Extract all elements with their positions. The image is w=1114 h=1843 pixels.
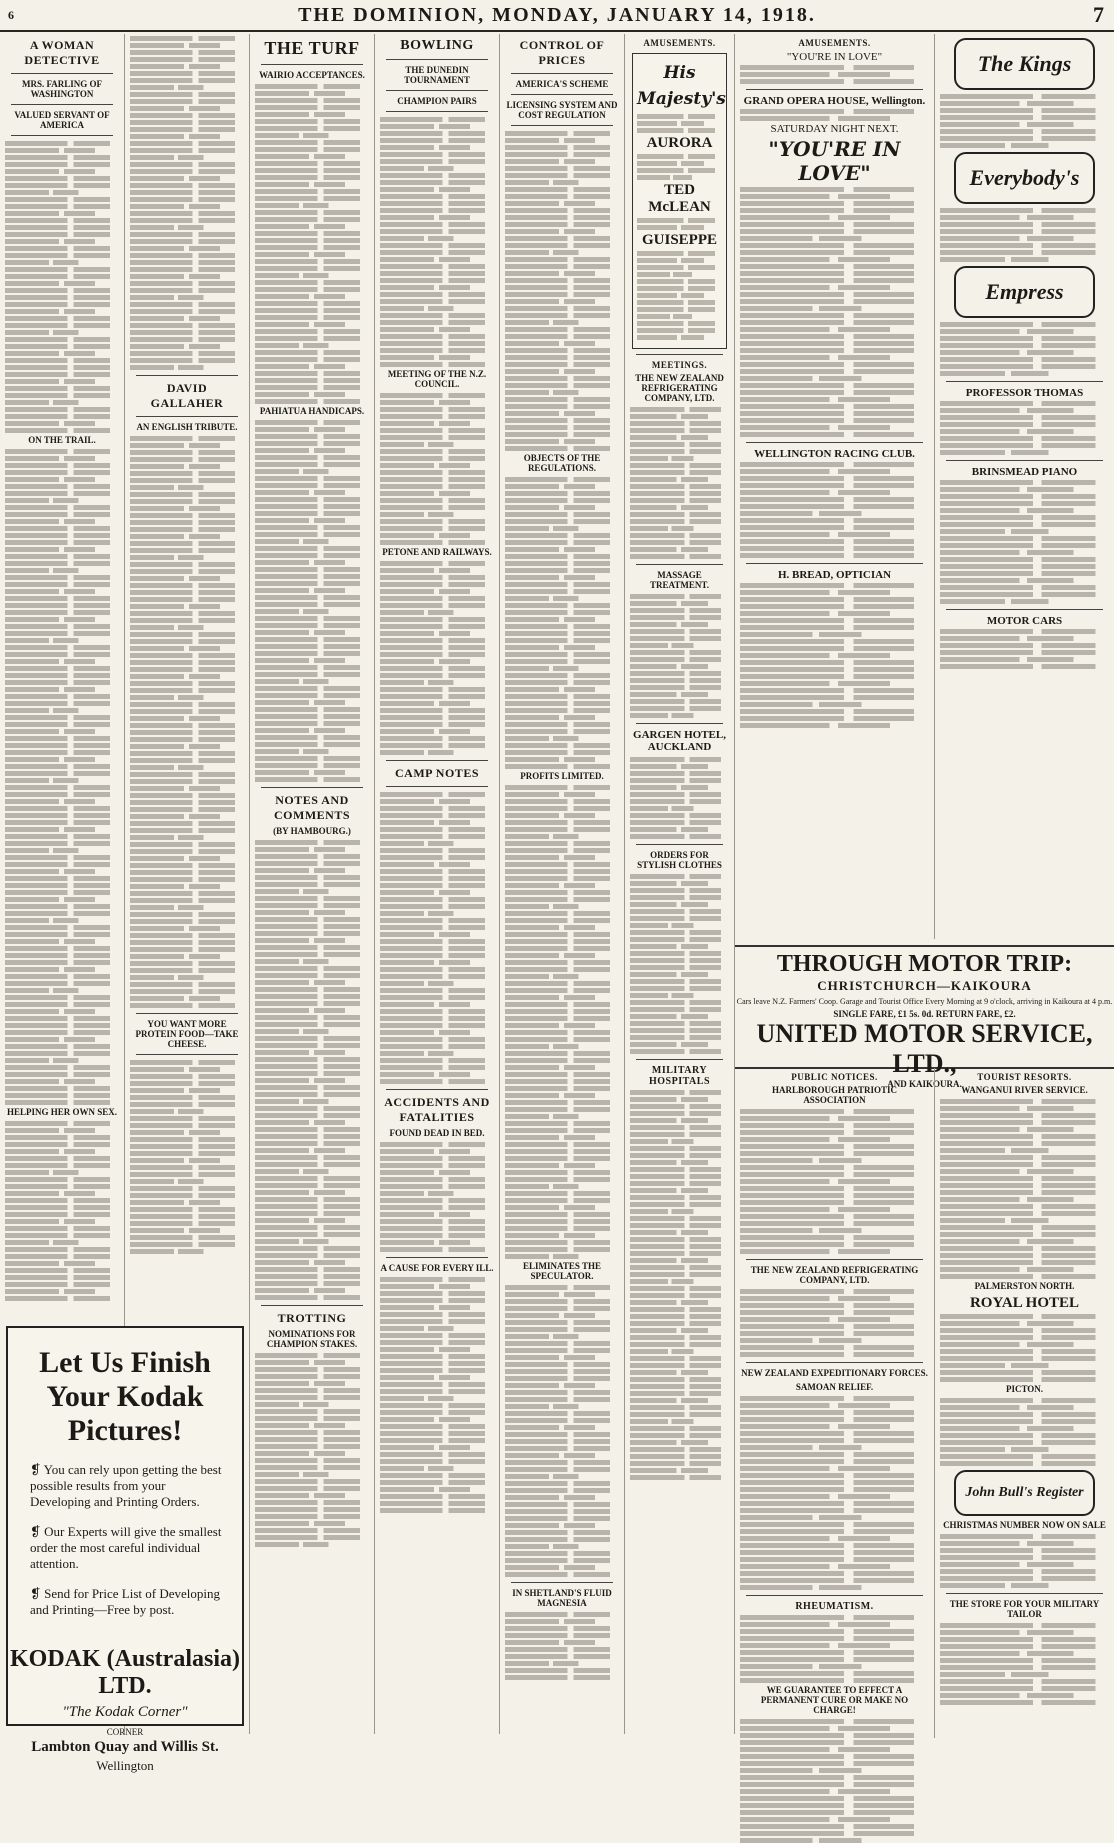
article-subheadline: VALUED SERVANT OF AMERICA — [14, 110, 110, 130]
resort-heading: PICTON. — [1005, 1384, 1044, 1394]
article-subheadline: LICENSING SYSTEM AND COST REGULATION — [506, 100, 618, 120]
act-name: AURORA — [646, 135, 713, 151]
meeting-notice-title: THE NEW ZEALAND REFRIGERATING COMPANY, LTD. — [635, 373, 724, 403]
column-amusements — [625, 34, 735, 1734]
section-subhead: PAHIATUA HANDICAPS. — [259, 406, 365, 416]
article-subheadline: THE DUNEDIN TOURNAMENT — [404, 65, 470, 85]
article-subheadline: MRS. FARLING OF WASHINGTON — [21, 79, 103, 99]
rheumatism-guarantee: WE GUARANTEE TO EFFECT A PERMANENT CURE OR MAKE NO CHARGE! — [760, 1685, 909, 1715]
divider — [636, 564, 723, 565]
kodak-item: ❡ You can rely upon getting the best possible results from your Developing and Printing Orders. — [30, 1462, 222, 1509]
divider — [261, 64, 363, 65]
divider — [636, 844, 723, 845]
notice-subheading: SAMOAN RELIEF. — [795, 1382, 874, 1392]
divider — [511, 125, 613, 126]
royal-hotel: ROYAL HOTEL — [969, 1295, 1080, 1311]
section-subhead: ON THE TRAIL. — [28, 435, 96, 445]
kodak-city: Wellington — [96, 1758, 154, 1773]
banner-details: Cars leave N.Z. Farmers' Coop. Garage and Tourist Office Every Morning at 9 o'clock, arriving in Kaikoura at 4 p.m. — [736, 997, 1113, 1006]
divider — [136, 1013, 238, 1014]
article-headline: CONTROL OF PRICES — [519, 38, 605, 67]
divider — [946, 381, 1103, 382]
resort-heading: WANGANUI RIVER SERVICE. — [961, 1085, 1088, 1095]
section-subhead: HELPING HER OWN SEX. — [6, 1107, 118, 1117]
the-kings-logo: The Kings — [954, 38, 1095, 90]
divider — [946, 460, 1103, 461]
section-heading: TROTTING — [277, 1311, 347, 1325]
section-heading: NOTES AND COMMENTS — [274, 793, 350, 822]
section-heading: CAMP NOTES — [394, 766, 479, 780]
divider — [11, 104, 113, 105]
section-subhead: NOMINATIONS FOR CHAMPION STAKES. — [266, 1329, 358, 1349]
column-cinemas — [935, 34, 1114, 939]
section-heading: AMUSEMENTS. — [643, 38, 716, 48]
divider — [746, 1259, 923, 1260]
act-name: GUISEPPE — [641, 232, 717, 248]
his-majestys-ad — [632, 53, 727, 349]
divider — [746, 442, 923, 443]
column-amusements-2 — [735, 34, 935, 939]
divider — [386, 90, 488, 91]
section-subhead: MEETING OF THE N.Z. COUNCIL. — [387, 369, 487, 389]
divider — [746, 89, 923, 90]
kodak-address: Lambton Quay and Willis St. — [31, 1739, 219, 1755]
divider — [386, 1089, 488, 1090]
divider — [946, 609, 1103, 610]
section-heading: MILITARY HOSPITALS — [649, 1065, 710, 1087]
divider — [386, 59, 488, 60]
divider — [136, 1054, 238, 1055]
everybodys-logo: Everybody's — [954, 152, 1095, 204]
divider — [511, 1582, 613, 1583]
john-bulls-register-logo: John Bull's Register — [954, 1470, 1095, 1516]
ad-heading: MASSAGE TREATMENT. — [650, 570, 709, 590]
kodak-item: ❡ Send for Price List of Developing and Printing—Free by post. — [30, 1586, 220, 1617]
divider — [11, 73, 113, 74]
banner-company: UNITED MOTOR SERVICE, LTD., — [756, 1019, 1093, 1078]
divider — [386, 111, 488, 112]
banner-fares: SINGLE FARE, £1 5s. 0d. RETURN FARE, £2. — [833, 1009, 1016, 1019]
notice-heading: HARLBOROUGH PATRIOTIC ASSOCIATION — [772, 1085, 897, 1105]
section-heading: RHEUMATISM. — [795, 1601, 874, 1612]
divider — [946, 1593, 1103, 1594]
page-number-left: 6 — [8, 8, 14, 22]
divider — [136, 375, 238, 376]
resort-heading: PALMERSTON NORTH. — [974, 1281, 1075, 1291]
ad-shetland-magnesia: IN SHETLAND'S FLUID MAGNESIA — [512, 1588, 612, 1608]
column-bowling — [375, 34, 500, 1734]
divider — [636, 1059, 723, 1060]
section-subhead: PETONE AND RAILWAYS. — [382, 547, 492, 557]
kodak-corner-label: CORNER — [106, 1727, 144, 1737]
divider — [511, 94, 613, 95]
motor-cars-ad: MOTOR CARS — [986, 615, 1063, 627]
divider — [386, 1257, 488, 1258]
banner-route: CHRISTCHURCH—KAIKOURA — [817, 978, 1032, 993]
article-headline-cheese: YOU WANT MORE PROTEIN FOOD—TAKE CHEESE. — [135, 1019, 239, 1049]
article-subheadline: AN ENGLISH TRIBUTE. — [136, 422, 238, 432]
section-subhead: PROFITS LIMITED. — [520, 771, 604, 781]
divider — [636, 723, 723, 724]
divider — [136, 416, 238, 417]
newspaper-title: THE DOMINION, MONDAY, JANUARY 14, 1918. — [298, 4, 816, 26]
banner-title: THROUGH MOTOR TRIP: — [776, 951, 1073, 977]
divider — [746, 1595, 923, 1596]
column-turf — [250, 34, 375, 1734]
section-heading: BOWLING — [400, 38, 474, 53]
kodak-advertisement — [6, 1326, 244, 1773]
section-heading: TOURIST RESORTS. — [977, 1072, 1072, 1082]
divider — [636, 354, 723, 355]
ad-heading: GARGEN HOTEL, AUCKLAND — [633, 729, 726, 753]
divider — [261, 787, 363, 788]
professor-ad: PROFESSOR THOMAS — [965, 387, 1084, 399]
article-headline: A WOMAN DETECTIVE — [24, 38, 100, 67]
page-number: 7 — [1093, 2, 1104, 27]
section-subhead: FOUND DEAD IN BED. — [389, 1128, 485, 1138]
column-control-of-prices — [500, 34, 625, 1734]
byline: (BY HAMBOURG.) — [273, 826, 351, 836]
kodak-corner-tagline: "The Kodak Corner" — [62, 1704, 188, 1720]
divider — [386, 760, 488, 761]
piano-ad: BRINSMEAD PIANO — [971, 466, 1078, 478]
section-subhead: A CAUSE FOR EVERY ILL. — [380, 1263, 494, 1273]
banner-location: AND KAIKOURA. — [887, 1079, 962, 1089]
section-subhead: OBJECTS OF THE REGULATIONS. — [523, 453, 601, 473]
article-subheadline: AMERICA'S SCHEME — [515, 79, 609, 89]
masthead — [0, 0, 1114, 32]
act-name: TED McLEAN — [648, 182, 711, 215]
show-title: "YOU'RE IN LOVE" — [786, 51, 883, 63]
empress-logo: Empress — [954, 266, 1095, 318]
notice-heading: THE NEW ZEALAND REFRIGERATING COMPANY, LTD. — [750, 1265, 919, 1285]
show-date: SATURDAY NIGHT NEXT. — [770, 123, 899, 135]
article-subheadline: CHAMPION PAIRS — [397, 96, 477, 106]
article-headline: DAVID GALLAHER — [150, 381, 224, 410]
section-heading: MEETINGS. — [651, 360, 708, 370]
kodak-item: ❡ Our Experts will give the smallest order the most careful individual attention. — [30, 1524, 222, 1571]
kodak-company: KODAK (Australasia) LTD. — [10, 1646, 240, 1699]
section-heading: ACCIDENTS AND FATALITIES — [384, 1095, 490, 1124]
christmas-number: CHRISTMAS NUMBER NOW ON SALE — [943, 1520, 1106, 1530]
section-subhead: ELIMINATES THE SPECULATOR. — [523, 1261, 601, 1281]
notice-heading: NEW ZEALAND EXPEDITIONARY FORCES. — [741, 1368, 928, 1378]
section-heading: PUBLIC NOTICES. — [791, 1072, 878, 1082]
venue: GRAND OPERA HOUSE, Wellington. — [743, 95, 926, 107]
tailor-ad: THE STORE FOR YOUR MILITARY TAILOR — [949, 1599, 1100, 1619]
divider — [261, 1305, 363, 1306]
divider — [11, 135, 113, 136]
kodak-heading: Let Us Finish Your Kodak Pictures! — [39, 1346, 211, 1447]
racing-club: WELLINGTON RACING CLUB. — [754, 448, 915, 460]
column-tourist-resorts — [935, 1068, 1114, 1738]
section-heading: THE TURF — [264, 38, 360, 58]
his-majestys-logo: His Majesty's — [637, 63, 726, 109]
divider — [511, 73, 613, 74]
show-big-title: "YOU'RE IN LOVE" — [768, 137, 901, 185]
divider — [746, 1362, 923, 1363]
section-subhead: WAIRIO ACCEPTANCES. — [259, 70, 365, 80]
optician-ad: H. BREAD, OPTICIAN — [777, 569, 892, 581]
ad-heading: ORDERS FOR STYLISH CLOTHES — [637, 850, 722, 870]
section-heading: AMUSEMENTS. — [798, 38, 871, 48]
column-public-notices — [735, 1068, 935, 1738]
divider — [386, 786, 488, 787]
divider — [746, 563, 923, 564]
